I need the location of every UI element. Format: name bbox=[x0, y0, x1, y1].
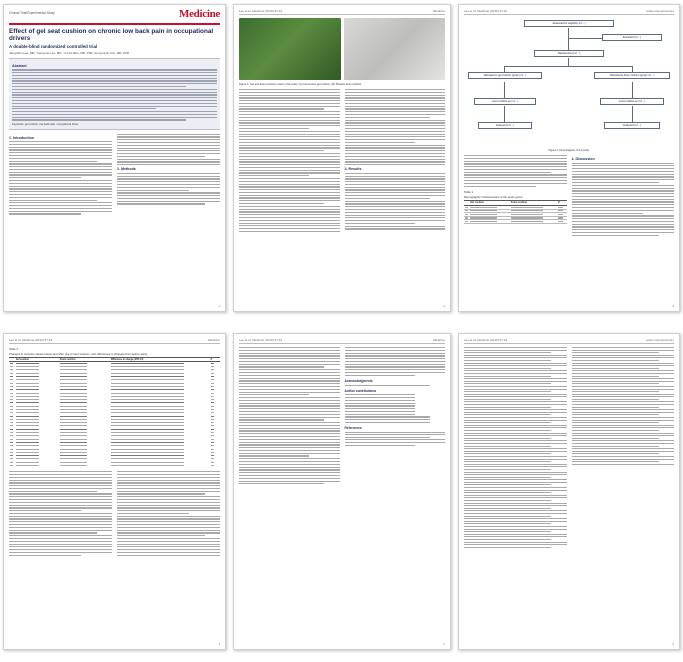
reference-line bbox=[464, 368, 551, 369]
reference-line bbox=[464, 373, 567, 374]
reference-line bbox=[464, 422, 551, 423]
article-title: Effect of gel seat cushion on chronic low back pain in occupational drivers bbox=[9, 27, 214, 42]
reference-line bbox=[464, 376, 551, 377]
reference-line bbox=[464, 414, 551, 415]
flow-analysed-foam-box: Analysed (n=...) bbox=[604, 122, 660, 129]
reference-line bbox=[464, 536, 567, 537]
reference-line bbox=[464, 516, 551, 517]
reference-line bbox=[464, 401, 567, 402]
article-subtitle: A double-blind randomized controlled trial bbox=[9, 43, 98, 49]
reference-line bbox=[572, 404, 675, 405]
reference-line bbox=[464, 391, 551, 392]
page-6-references bbox=[464, 347, 674, 548]
page-number: 3 bbox=[672, 304, 674, 308]
running-head: Lee et al. Medicine (2019) 97:43 Medicine bbox=[239, 9, 445, 13]
running-head: Lee et al. Medicine (2019) 97:43 Medicine bbox=[9, 338, 220, 342]
reference-line bbox=[464, 503, 567, 504]
methods-heading: 2. Methods bbox=[117, 167, 136, 172]
reference-line bbox=[464, 409, 567, 410]
flow-foam-group-box: Allocated to foam cushion group (n=...) bbox=[594, 72, 670, 79]
reference-line bbox=[572, 373, 675, 374]
table-1-title: Table 1 bbox=[464, 189, 474, 194]
running-head: Lee et al. Medicine (2019) 97:43 www.md-journal.com bbox=[464, 338, 674, 342]
reference-line bbox=[572, 352, 659, 353]
table-1: Gel cushion Foam cushion P bbox=[464, 200, 567, 224]
page-5 bbox=[233, 333, 451, 650]
page-1-header bbox=[9, 9, 220, 20]
reference-line bbox=[572, 378, 675, 379]
reference-line bbox=[572, 389, 675, 390]
reference-line bbox=[572, 412, 675, 413]
figure-2-caption: Figure 2. Flow diagram of the study. bbox=[548, 149, 590, 152]
acknowledgments-heading: Acknowledgments bbox=[344, 379, 373, 383]
reference-line bbox=[572, 381, 675, 382]
reference-line bbox=[464, 412, 567, 413]
abstract-box bbox=[9, 58, 220, 130]
reference-line bbox=[464, 451, 567, 452]
flow-gel-group-box: Allocated to gel cushion group (n=...) bbox=[468, 72, 542, 79]
reference-line bbox=[572, 386, 675, 387]
reference-line bbox=[464, 484, 551, 485]
reference-line bbox=[464, 510, 567, 511]
page-number: 5 bbox=[443, 642, 445, 646]
reference-line bbox=[572, 420, 675, 421]
reference-line bbox=[464, 523, 551, 524]
reference-line bbox=[464, 542, 567, 543]
table-2: Gel cushion Foam cushion Difference in change (95% CI) P bbox=[9, 357, 220, 467]
flow-lost-gel-box: Lost to follow-up (n=...) bbox=[474, 98, 536, 105]
intro-heading: 1. Introduction bbox=[9, 135, 34, 140]
reference-line bbox=[464, 547, 551, 548]
page-number: 6 bbox=[672, 642, 674, 646]
reference-line bbox=[464, 479, 567, 480]
author-list: Jang Won Lee, MD, Young Ho Lee, MD, Yu Hui Won, MD, PhD, Sung Hyun Kim, MD, PhD bbox=[9, 50, 130, 55]
reference-line bbox=[464, 539, 551, 540]
reference-line bbox=[572, 427, 675, 428]
figure-2-flow-diagram bbox=[464, 18, 674, 146]
figure-1-cushion-photos bbox=[239, 18, 445, 80]
reference-line bbox=[572, 459, 675, 460]
reference-line bbox=[464, 534, 567, 535]
flow-excluded-box: Excluded (n=...) bbox=[602, 34, 662, 41]
reference-line bbox=[464, 360, 551, 361]
reference-line bbox=[464, 453, 551, 454]
references-heading: References bbox=[344, 426, 362, 431]
reference-line bbox=[572, 401, 675, 402]
reference-line bbox=[572, 456, 675, 457]
page-2 bbox=[233, 4, 451, 312]
reference-line bbox=[572, 365, 675, 366]
reference-line bbox=[464, 518, 567, 519]
flow-analysed-gel-box: Analysed (n=...) bbox=[478, 122, 532, 129]
table-2-caption: Changes in outcome values before and after use of each cushion, and differences in changes from before study. bbox=[9, 352, 148, 356]
reference-line bbox=[572, 435, 675, 436]
gel-cushion-photo bbox=[239, 18, 341, 80]
reference-line bbox=[464, 440, 567, 441]
reference-line bbox=[572, 363, 675, 364]
reference-line bbox=[572, 407, 659, 408]
reference-line bbox=[572, 370, 675, 371]
page-5-body bbox=[239, 347, 445, 484]
reference-line bbox=[572, 409, 675, 410]
foam-cushion-photo bbox=[344, 18, 446, 80]
reference-line bbox=[572, 451, 675, 452]
reference-line bbox=[572, 461, 659, 462]
reference-line bbox=[572, 391, 659, 392]
reference-line bbox=[464, 461, 551, 462]
reference-line bbox=[464, 386, 567, 387]
page-4-body bbox=[9, 471, 220, 556]
reference-line bbox=[464, 430, 551, 431]
reference-line bbox=[572, 396, 675, 397]
running-head: Lee et al. Medicine (2019) 97:43 Medicine bbox=[239, 338, 445, 342]
results-heading: 3. Results bbox=[344, 167, 362, 172]
reference-line bbox=[464, 425, 567, 426]
reference-line bbox=[464, 389, 567, 390]
reference-line bbox=[464, 383, 551, 384]
reference-line bbox=[464, 433, 567, 434]
reference-line bbox=[464, 350, 567, 351]
figure-1-caption: Figure 1. Gel and foam cushions used in this study. (A) Intervention gel cushion. (B) Placebo foam cushion. bbox=[239, 83, 362, 86]
reference-line bbox=[464, 420, 567, 421]
reference-line bbox=[572, 357, 675, 358]
page-1-body bbox=[9, 134, 220, 215]
reference-line bbox=[464, 448, 567, 449]
reference-line bbox=[464, 456, 567, 457]
reference-line bbox=[572, 464, 675, 465]
header-divider bbox=[9, 23, 220, 25]
flow-randomized-box: Randomized (n=...) bbox=[534, 50, 604, 57]
flow-lost-foam-box: Lost to follow-up (n=...) bbox=[600, 98, 664, 105]
reference-line bbox=[464, 482, 567, 483]
reference-line bbox=[464, 381, 567, 382]
reference-line bbox=[464, 472, 567, 473]
reference-line bbox=[464, 505, 567, 506]
reference-line bbox=[464, 363, 567, 364]
reference-line bbox=[464, 521, 567, 522]
reference-line bbox=[572, 425, 675, 426]
reference-line bbox=[572, 453, 659, 454]
reference-line bbox=[572, 399, 659, 400]
reference-line bbox=[464, 347, 567, 348]
reference-line bbox=[572, 422, 659, 423]
page-3-body bbox=[464, 155, 674, 236]
reference-line bbox=[464, 427, 567, 428]
reference-line bbox=[464, 490, 567, 491]
reference-line bbox=[464, 438, 551, 439]
reference-line bbox=[464, 474, 567, 475]
reference-line bbox=[464, 492, 551, 493]
reference-line bbox=[464, 529, 567, 530]
reference-line bbox=[572, 417, 675, 418]
reference-line bbox=[572, 433, 675, 434]
abstract-heading: Abstract bbox=[12, 63, 27, 68]
table-2-title: Table 2 bbox=[9, 347, 19, 351]
discussion-heading: 4. Discussion bbox=[571, 157, 595, 161]
reference-line bbox=[464, 544, 567, 545]
reference-line bbox=[464, 396, 567, 397]
reference-line bbox=[572, 394, 675, 395]
reference-line bbox=[572, 443, 675, 444]
reference-line bbox=[464, 500, 551, 501]
page-number: 2 bbox=[443, 304, 445, 308]
reference-line bbox=[464, 394, 567, 395]
reference-line bbox=[572, 347, 675, 348]
article-type-tag: Clinical Trial/Experimental Study bbox=[9, 11, 55, 15]
reference-line bbox=[572, 368, 659, 369]
reference-line bbox=[464, 365, 567, 366]
page-number: 1 bbox=[218, 304, 220, 308]
reference-line bbox=[464, 513, 567, 514]
reference-line bbox=[572, 360, 659, 361]
page-3 bbox=[458, 4, 680, 312]
reference-line bbox=[464, 526, 567, 527]
reference-line bbox=[464, 435, 567, 436]
reference-line bbox=[464, 399, 551, 400]
reference-line bbox=[572, 440, 675, 441]
page-number: 4 bbox=[218, 642, 220, 646]
reference-line bbox=[572, 438, 659, 439]
table-1-caption: Demographic characteristics of the study group. bbox=[464, 194, 524, 199]
reference-line bbox=[464, 469, 551, 470]
page-6 bbox=[458, 333, 680, 650]
reference-line bbox=[464, 443, 567, 444]
reference-line bbox=[464, 464, 567, 465]
reference-line bbox=[464, 477, 551, 478]
reference-line bbox=[572, 355, 675, 356]
reference-line bbox=[464, 352, 551, 353]
reference-line bbox=[464, 370, 567, 371]
reference-line bbox=[464, 459, 567, 460]
reference-line bbox=[572, 383, 659, 384]
flow-assessed-box: Assessed for eligibility (n=...) bbox=[524, 20, 614, 27]
running-head: Lee et al. Medicine (2019) 97:43 www.md-journal.com bbox=[464, 9, 674, 13]
reference-line bbox=[464, 495, 567, 496]
reference-line bbox=[572, 414, 659, 415]
reference-line bbox=[464, 407, 551, 408]
reference-line bbox=[572, 350, 675, 351]
reference-line bbox=[464, 446, 551, 447]
reference-line bbox=[464, 404, 567, 405]
contributions-heading: Author contributions bbox=[344, 388, 377, 393]
reference-line bbox=[464, 466, 567, 467]
reference-line bbox=[464, 357, 567, 358]
journal-logo: Medicine bbox=[179, 8, 220, 20]
page-4 bbox=[3, 333, 226, 650]
keywords: Keywords: gel cushion, low back pain, occupational driver bbox=[12, 122, 79, 126]
reference-line bbox=[464, 508, 551, 509]
reference-line bbox=[572, 376, 659, 377]
reference-line bbox=[464, 417, 567, 418]
reference-line bbox=[464, 497, 567, 498]
page-2-body bbox=[239, 89, 445, 232]
reference-line bbox=[464, 355, 567, 356]
reference-line bbox=[572, 430, 659, 431]
reference-line bbox=[572, 448, 675, 449]
reference-line bbox=[464, 531, 551, 532]
reference-line bbox=[464, 378, 567, 379]
reference-line bbox=[572, 446, 659, 447]
reference-line bbox=[464, 487, 567, 488]
page-1 bbox=[3, 4, 226, 312]
